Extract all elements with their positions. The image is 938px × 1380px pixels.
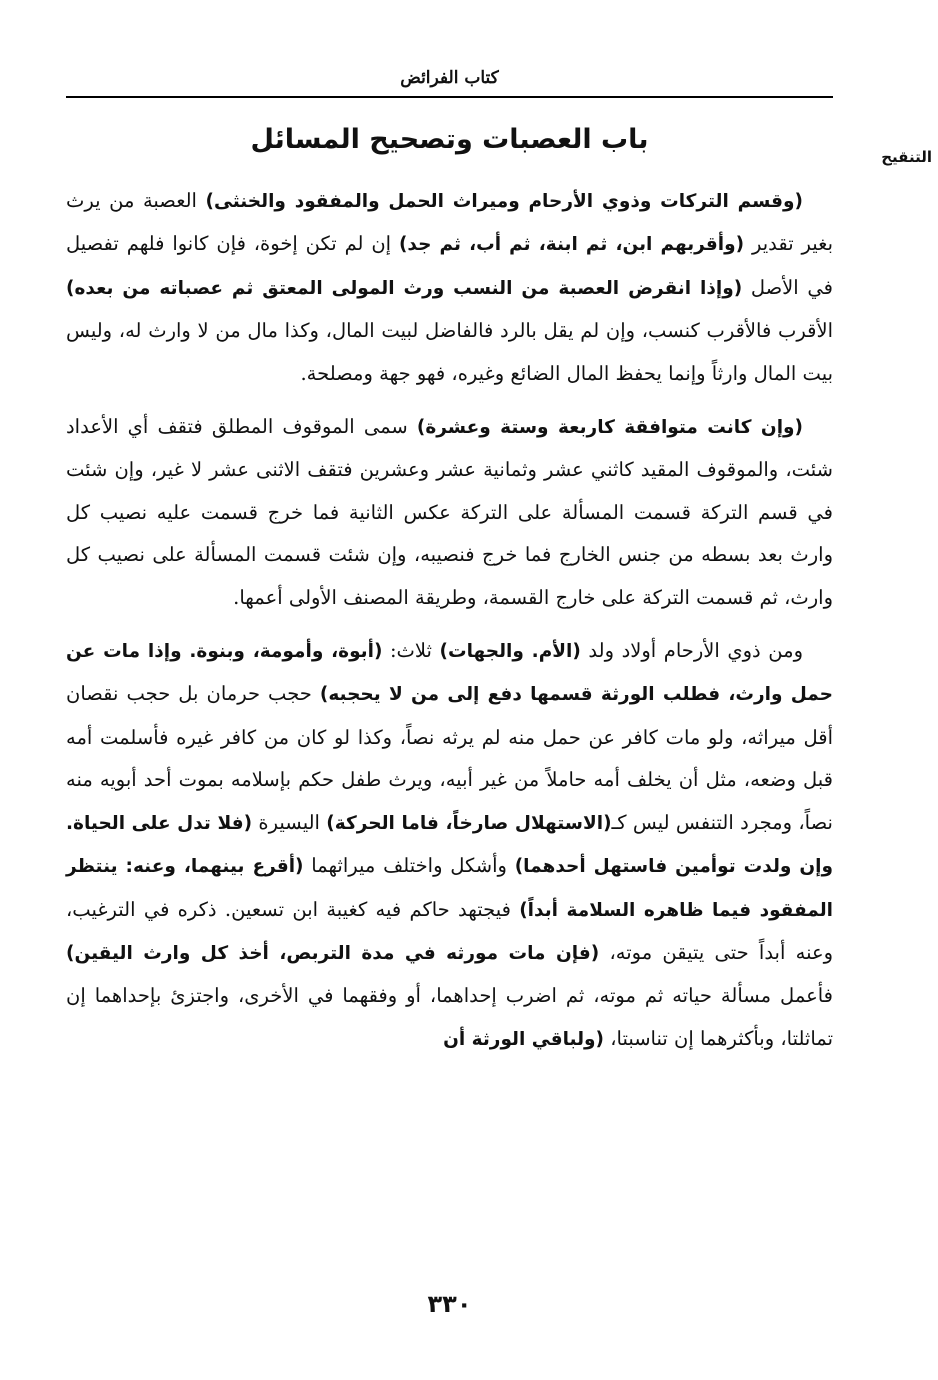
matn-text: (الأم. والجهات) bbox=[439, 641, 581, 663]
header-rule bbox=[66, 96, 833, 98]
sharh-text: العصبة من يرث بغير تقدير bbox=[66, 189, 834, 256]
sharh-text: ثلاث: bbox=[382, 639, 440, 663]
matn-text: (وإذا انقرض العصبة من النسب ورث المولى المعتق ثم عصباته من بعده) bbox=[66, 277, 743, 299]
sharh-text: إن لم تكن إخوة، فإن كانوا فلهم تفصيل في الأصل bbox=[66, 232, 833, 299]
paragraph-2 bbox=[66, 406, 833, 619]
matn-text: (وإن كانت متوافقة كاربعة وستة وعشرة) bbox=[416, 417, 803, 439]
sharh-text: حجب حرمان بل حجب نقصان أقل ميراثه، ولو مات كافر عن حمل منه لم يرثه نصاً، وكذا لو كان من كافر غيره فأسلمت أمه قبل وضعه، مثل أن يخلف أمه حاملاً من غير أبيه، ويرث طفل حكم بإسلامه بموت أحد أبويه منه نصاً، ومجرد التنفس ليس كـ bbox=[66, 682, 833, 834]
sharh-text: الأقرب فالأقرب كنسب، وإن لم يقل بالرد فالفاضل لبيت المال، وكذا مال من لا وارث له، وليس بيت المال وارثاً وإنما يحفظ المال الضائع وغيره، فهو جهة ومصلحة. bbox=[66, 319, 833, 385]
side-label: التنقيح bbox=[881, 148, 932, 166]
paragraph-1 bbox=[66, 180, 833, 395]
matn-text: (ولباقي الورثة أن bbox=[443, 1028, 605, 1050]
sharh-text: فيجتهد حاكم فيه كغيبة ابن تسعين. ذكره في الترغيب، وعنه أبداً حتى يتيقن موته، bbox=[66, 897, 833, 964]
matn-text: (أبوة، وأمومة، وبنوة. وإذا مات عن حمل وارث، فطلب الورثة قسمها دفع إلى من لا يحجبه) bbox=[66, 641, 834, 706]
sharh-text: اليسيرة bbox=[252, 810, 327, 834]
matn-text: (أقرع بينهما، وعنه: ينتظر المفقود فيما ظاهره السلامة أبداً) bbox=[66, 856, 833, 921]
matn-text: (الاستهلال صارخاً، فاما الحركة) bbox=[326, 812, 612, 834]
page-number: ٣٣٠ bbox=[427, 1290, 472, 1318]
sharh-text: فأعمل مسألة حياته ثم موته، ثم اضرب إحداهما، أو وفقهما في الأخرى، واجتزئ بإحداهما إن تماثلتا، وبأكثرهما إن تناسبتا، bbox=[66, 984, 833, 1050]
matn-text: (وقسم التركات وذوي الأرحام وميراث الحمل والمفقود والخنثى) bbox=[205, 191, 803, 212]
paragraph-3 bbox=[66, 630, 833, 1061]
chapter-title: باب العصبات وتصحيح المسائل bbox=[250, 124, 649, 155]
matn-text: (فإن مات مورثه في مدة التربص، أخذ كل وارث اليقين) bbox=[66, 942, 600, 964]
running-header: كتاب الفرائض bbox=[400, 68, 499, 88]
matn-text: (وأقربهم ابن، ثم ابنة، ثم أب، ثم جد) bbox=[398, 234, 745, 256]
sharh-text: ومن ذوي الأرحام أولاد ولد bbox=[580, 639, 803, 663]
body-text bbox=[66, 180, 833, 1072]
sharh-text: وأشكل واختلف ميراثهما bbox=[303, 854, 515, 878]
matn-text: (فلا تدل على الحياة. وإن ولدت توأمين فاستهل أحدهما) bbox=[66, 812, 833, 878]
sharh-text: سمى الموقوف المطلق فتقف أي الأعداد شئت، والموقوف المقيد كاثني عشر وثمانية عشر وعشرين فتقف الاثنى عشر لا غير، وإن شئت في قسم التركة قسمت المسألة على التركة عكس الثانية فما خرج قسمت عليه نصيب كل وارث بعد بسطه من جنس الخارج فما خرج فنصيبه، وإن شئت قسمت المسألة على نصيب كل وارث، ثم قسمت التركة على خارج القسمة، وطريقة المصنف الأولى أعمها. bbox=[66, 415, 833, 609]
